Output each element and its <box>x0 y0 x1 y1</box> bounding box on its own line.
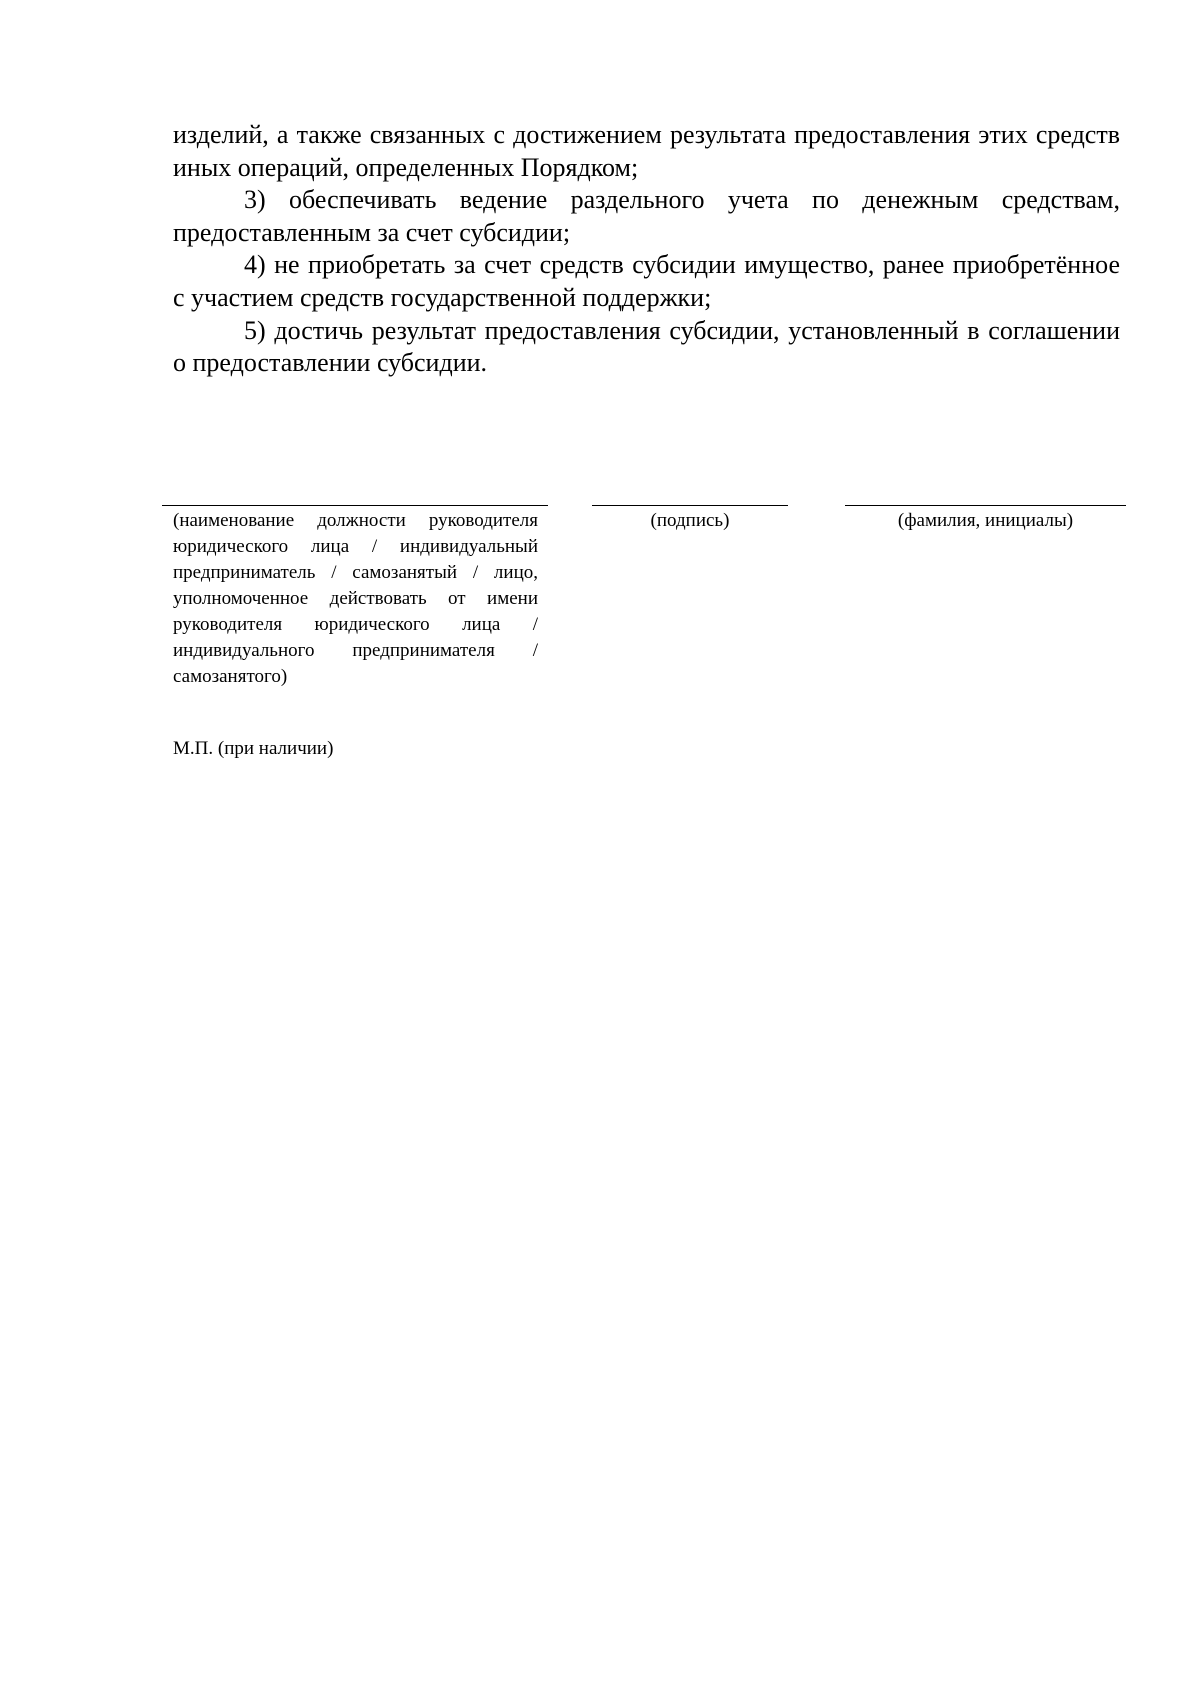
signature-position-column <box>162 505 548 690</box>
position-signature-line <box>162 505 548 506</box>
signature-line <box>592 505 788 506</box>
document-body <box>173 119 1120 380</box>
signature-caption: (подпись) <box>650 510 730 531</box>
name-signature-line <box>845 505 1126 506</box>
paragraph-item-4: 4) не приобретать за счет средств субсидии имущество, ранее приобретённое с участием средств государственной поддержки; <box>173 250 1120 312</box>
position-caption: (наименование должности руководителя юридического лица / индивидуальный предприниматель / самозанятый / лицо, уполномоченное действовать от имени руководителя юридического лица / индивидуального предпринимателя / самозанятого) <box>173 510 538 687</box>
paragraph-continuation: изделий, а также связанных с достижением результата предоставления этих средств иных операций, определенных Порядком; <box>173 120 1120 182</box>
paragraph-item-3: 3) обеспечивать ведение раздельного учета по денежным средствам, предоставленным за счет субсидии; <box>173 185 1120 247</box>
paragraph-item-5: 5) достичь результат предоставления субсидии, установленный в соглашении о предоставлении субсидии. <box>173 315 1120 378</box>
seal-note: М.П. (при наличии) <box>173 738 334 759</box>
signature-name-column <box>845 505 1126 534</box>
name-caption: (фамилия, инициалы) <box>897 510 1074 531</box>
signature-column <box>592 505 788 534</box>
